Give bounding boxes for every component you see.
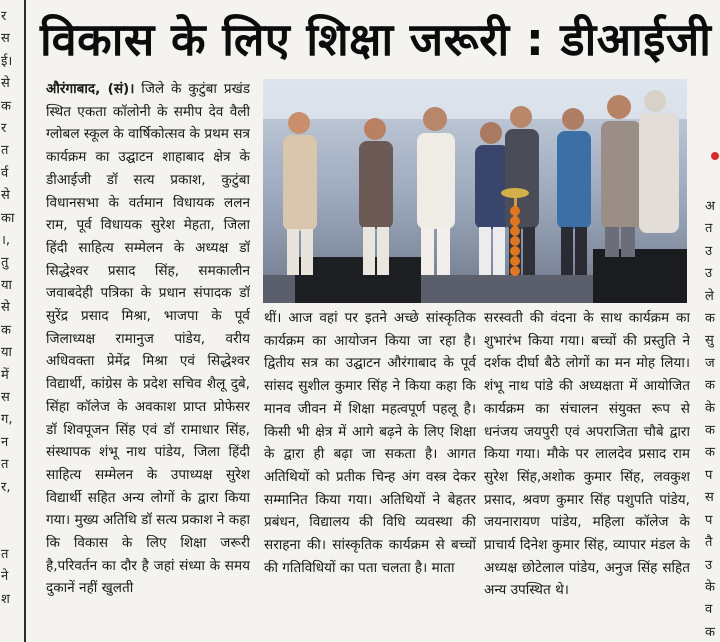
fragment-line: उ bbox=[705, 266, 713, 282]
fragment-line: क bbox=[705, 423, 715, 439]
fragment-line: व bbox=[705, 602, 713, 618]
fragment-line: प bbox=[705, 512, 713, 528]
fragment-line: क bbox=[705, 445, 715, 461]
fragment-line: तै bbox=[705, 535, 713, 551]
fragment-line: ले bbox=[705, 288, 714, 304]
fragment-line bbox=[0, 521, 17, 543]
fragment-line: या bbox=[1, 277, 12, 293]
fragment-line: या bbox=[1, 345, 12, 361]
fragment-line: तु bbox=[1, 255, 9, 271]
fragment-line: उ bbox=[705, 243, 713, 259]
fragment-line: क bbox=[1, 322, 11, 338]
fragment-line: र्व bbox=[1, 165, 9, 181]
fragment-line: त bbox=[705, 221, 713, 237]
fragment-line: त bbox=[1, 143, 9, 159]
fragment-line bbox=[0, 499, 17, 521]
fragment-line: र bbox=[1, 121, 7, 137]
fragment-line: अ bbox=[705, 199, 715, 214]
headline: विकास के लिए शिक्षा जरूरी : डीआईजी bbox=[40, 13, 712, 66]
fragment-line: त bbox=[1, 457, 9, 473]
fragment-line: र, bbox=[1, 479, 11, 495]
fragment-line: ने bbox=[1, 569, 9, 585]
fragment-line: क bbox=[705, 378, 715, 394]
fragment-line: का bbox=[1, 210, 15, 226]
fragment-line: के bbox=[705, 579, 715, 595]
fragment-line: ज bbox=[705, 355, 715, 371]
fragment-line: से bbox=[1, 300, 10, 316]
fragment-line: श bbox=[1, 591, 10, 607]
column-1-text: जिले के कुटुंबा प्रखंड स्थित एकता कॉलोनी के समीप देव वैली ग्लोबल स्कूल के वार्षिकोत्सव के प्रथम सत्र कार्यक्रम का उद्घाटन शाहाबाद क्षेत्र के डीआईजी डॉ सत्य प्रकाश, कुटुंबा विधानसभा के वर्तमान विधायक ललन राम, पूर्व विधायक सुरेश मेहता, जिला हिंदी साहित्य सम्मेलन के अध्यक्ष डॉ सिद्धेश्वर प्रसाद सिंह, समकालीन जवाबदेही पत्रिका के प्रधान संपादक डॉ सुरेंद्र प्रसाद मिश्रा, भाजपा के पूर्व जिलाध्यक्ष रामानुज पांडेय, वरीय अधिवक्ता प्रेमेंद्र मिश्रा एवं सिद्धेश्वर विद्यार्थी, कांग्रेस के प्रदेश सचिव शैलू दुबे, सिंहा कॉलेज के अवकाश प्राप्त प्रोफेसर डॉ शिवपूजन सिंह एवं डॉ रामाधार सिंह, संस्थापक शंभू नाथ पांडेय, जिला हिंदी साहित्य सम्मेलन के उपाध्यक्ष सुरेश विद्यार्थी सहित अन्य लोगों के द्वारा किया गया। मुख्य अतिथि डॉ सत्य प्रकाश ने कहा कि विकास के लिए शिक्षा जरूरी है,परिवर्तन का दौर है जहां संध्या के समय दुकानें नहीं खुलती bbox=[46, 81, 250, 597]
article-column-3 bbox=[484, 307, 690, 627]
fragment-line: क bbox=[1, 98, 11, 114]
fragment-line: से bbox=[1, 76, 10, 92]
right-neighbor-fragment bbox=[703, 0, 720, 642]
article-column-1 bbox=[46, 78, 250, 630]
fragment-line: न bbox=[1, 434, 9, 450]
article-column-2 bbox=[264, 307, 476, 627]
fragment-line: त bbox=[1, 546, 9, 562]
fragment-line: क bbox=[705, 311, 715, 327]
column-3-text: सरस्वती की वंदना के साथ कार्यक्रम का शुभारंभ किया गया। बच्चों की प्रस्तुति ने दर्शक दीर्घा बैठे लोगों का मन मोह लिया। शंभू नाथ पांडे की अध्यक्षता में आयोजित कार्यक्रम का संचालन संयुक्त रूप से धनंजय जयपुरी एवं अपराजिता चौबे द्वारा किया गया। मौके पर लालदेव प्रसाद राम सुरेश सिंह,अशोक कुमार सिंह, लवकुश प्रसाद, श्रवण कुमार सिंह पशुपति पांडेय, जयनारायण पांडेय, महिला कॉलेज के प्राचार्य दिनेश कुमार सिंह, व्यापार मंडल के अध्यक्ष छोटेलाल पांडेय, अनुज सिंह सहित अन्य उपस्थित थे। bbox=[484, 310, 690, 599]
left-neighbor-fragment bbox=[0, 0, 17, 642]
column-2-text: थीं। आज वहां पर इतने अच्छे सांस्कृतिक कार्यक्रम का आयोजन किया जा रहा है। द्वितीय सत्र का उद्घाटन औरंगाबाद के पूर्व सांसद सुशील कुमार सिंह ने किया कहा कि मानव जीवन में शिक्षा महत्वपूर्ण पहलू है। किसी भी क्षेत्र में आगे बढ़ने के लिए शिक्षा के द्वारा ही बढ़ा जा सकता है। आगत अतिथियों को प्रतीक चिन्ह अंग वस्त्र देकर सम्मानित किया गया। अतिथियों ने बेहतर प्रबंधन, विद्यालय की विधि व्यवस्था की सराहना की। सांस्कृतिक कार्यक्रम से बच्चों की गतिविधियों का पता चलता है। माता bbox=[264, 310, 476, 576]
event-photo bbox=[263, 79, 687, 303]
fragment-line: सु bbox=[705, 333, 714, 349]
fragment-line: ग, bbox=[1, 412, 13, 428]
fragment-line: क bbox=[705, 624, 715, 640]
fragment-line: में bbox=[1, 367, 9, 383]
fragment-line: के bbox=[705, 400, 715, 416]
fragment-line: र bbox=[1, 9, 7, 24]
column-divider bbox=[24, 0, 26, 642]
fragment-line: ।, bbox=[1, 233, 11, 249]
fragment-line: उ bbox=[705, 557, 713, 573]
dateline: औरंगाबाद, (सं)। bbox=[46, 81, 135, 97]
fragment-line: प bbox=[705, 467, 713, 483]
fragment-line: स bbox=[705, 490, 714, 506]
bullet-dot-icon bbox=[711, 152, 719, 160]
fragment-line: ई। bbox=[1, 53, 13, 69]
fragment-line: स bbox=[1, 31, 10, 47]
fragment-line: स bbox=[1, 389, 10, 405]
fragment-line: से bbox=[1, 188, 10, 204]
